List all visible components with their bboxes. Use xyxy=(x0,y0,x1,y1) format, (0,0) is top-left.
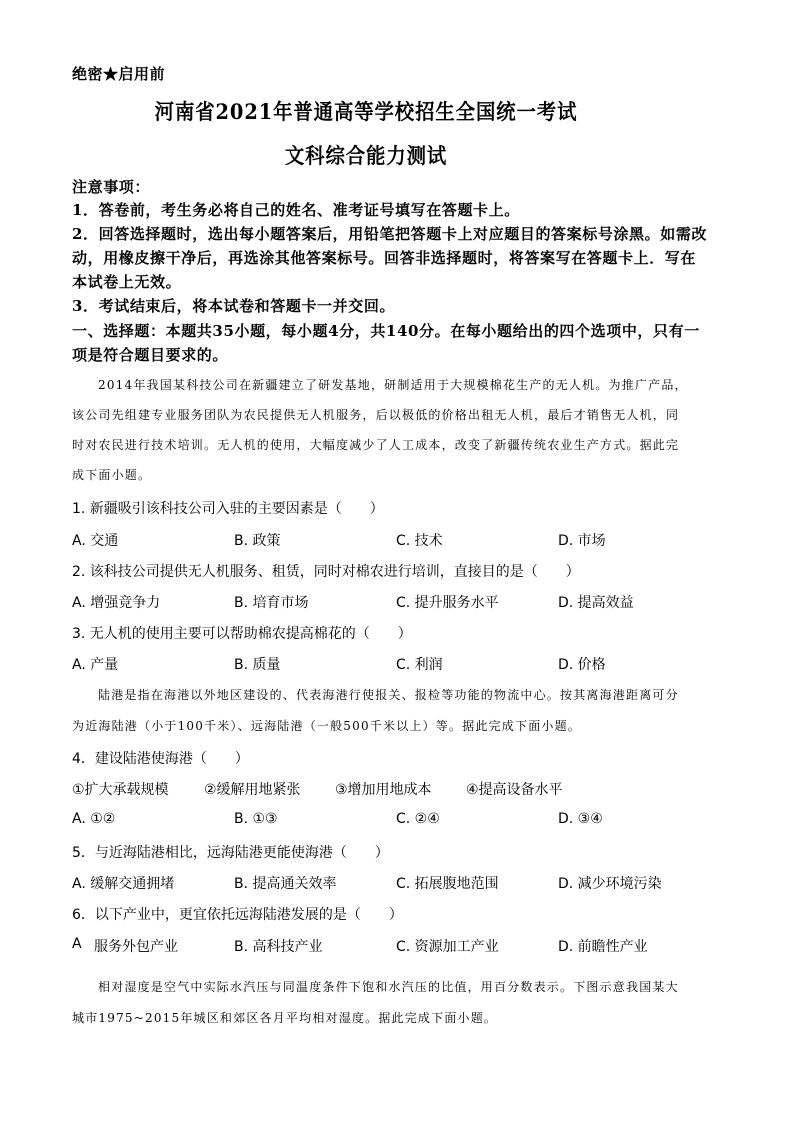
question-1-option-b: B. 政策 xyxy=(234,533,281,549)
passage-2-line-1: 陆港是指在海港以外地区建设的、代表海港行使报关、报检等功能的物流中心。按其离海港距离可分 xyxy=(98,688,679,702)
note-item-3: 3．考试结束后，将本试卷和答题卡一并交回。 xyxy=(72,297,396,315)
secret-label: 绝密★启用前 xyxy=(72,65,166,83)
question-1-option-c: C. 技术 xyxy=(396,533,443,549)
exam-title: 河南省2021年普通高等学校招生全国统一考试 xyxy=(154,99,578,124)
note-item-1: 1．答卷前，考生务必将自己的姓名、准考证号填写在答题卡上。 xyxy=(72,201,520,219)
question-4-option-c: C. ②④ xyxy=(396,811,440,827)
notes-heading: 注意事项： xyxy=(72,178,151,196)
question-3-stem: 3. 无人机的使用主要可以帮助棉农提高棉花的（ ） xyxy=(72,626,412,642)
question-3-option-c: C. 利润 xyxy=(396,657,443,673)
question-6-option-c: C. 资源加工产业 xyxy=(396,939,499,955)
question-6-stem: 6．以下产业中，更宜依托远海陆港发展的是（ ） xyxy=(72,907,403,923)
question-6-option-b: B. 高科技产业 xyxy=(234,939,323,955)
question-6-option-a-letter: A xyxy=(72,936,82,952)
section-heading-line-2: 项是符合题目要求的。 xyxy=(72,346,229,364)
passage-3-line-1: 相对湿度是空气中实际水汽压与同温度条件下饱和水汽压的比值，用百分数表示。下图示意我国某大 xyxy=(98,980,679,994)
question-4-statement-1: ①扩大承载规模 xyxy=(72,782,169,798)
question-2-option-d: D. 提高效益 xyxy=(558,595,634,611)
question-4-option-a: A. ①② xyxy=(72,811,116,827)
passage-2-line-2: 为近海陆港（小于100千米）、远海陆港（一般500千米以上）等。据此完成下面小题。 xyxy=(72,719,582,733)
question-1-option-a: A. 交通 xyxy=(72,533,119,549)
question-4-statement-3: ③增加用地成本 xyxy=(335,782,432,798)
note-item-2-line-1: 2．回答选择题时，选出每小题答案后，用铅笔把答题卡上对应题目的答案标号涂黑。如需改 xyxy=(72,225,708,243)
question-6-option-d: D. 前瞻性产业 xyxy=(558,939,648,955)
question-2-stem: 2. 该科技公司提供无人机服务、租赁，同时对棉农进行培训，直接目的是（ ） xyxy=(72,564,580,580)
passage-1-line-2: 该公司先组建专业服务团队为农民提供无人机服务，后以极低的价格出租无人机，最后才销售无人机，同 xyxy=(72,408,680,422)
question-4-statement-2: ②缓解用地紧张 xyxy=(204,782,301,798)
exam-subtitle: 文科综合能力测试 xyxy=(284,143,448,168)
question-5-option-c: C. 拓展腹地范围 xyxy=(396,876,499,892)
question-3-option-d: D. 价格 xyxy=(558,657,606,673)
question-5-option-d: D. 减少环境污染 xyxy=(558,876,662,892)
note-item-2-line-3: 本试卷上无效。 xyxy=(72,273,182,291)
question-5-stem: 5．与近海陆港相比，远海陆港更能使海港（ ） xyxy=(72,845,389,861)
question-5-option-a: A. 缓解交通拥堵 xyxy=(72,876,175,892)
passage-1-line-4: 成下面小题。 xyxy=(72,468,152,482)
question-6-option-a-text: 服务外包产业 xyxy=(94,939,178,955)
section-heading-line-1: 一、选择题：本题共35小题，每小题4分，共140分。在每小题给出的四个选项中，只有一 xyxy=(72,322,700,340)
question-1-stem: 1. 新疆吸引该科技公司入驻的主要因素是（ ） xyxy=(72,501,384,517)
passage-1-line-3: 时对农民进行技术培训。无人机的使用，大幅度减少了人工成本，改变了新疆传统农业生产方式。据此完 xyxy=(72,438,680,452)
question-4-stem: 4．建设陆港使海港（ ） xyxy=(72,751,249,767)
question-1-option-d: D. 市场 xyxy=(558,533,606,549)
question-4-statement-4: ④提高设备水平 xyxy=(466,782,563,798)
question-4-option-b: B. ①③ xyxy=(234,811,278,827)
question-2-option-a: A. 增强竞争力 xyxy=(72,595,161,611)
passage-1-line-1: 2014年我国某科技公司在新疆建立了研发基地，研制适用于大规模棉花生产的无人机。为推广产品， xyxy=(98,378,688,392)
question-4-option-d: D. ③④ xyxy=(558,811,603,827)
question-5-option-b: B. 提高通关效率 xyxy=(234,876,337,892)
question-2-option-c: C. 提升服务水平 xyxy=(396,595,499,611)
passage-3-line-2: 城市1975~2015年城区和郊区各月平均相对湿度。据此完成下面小题。 xyxy=(72,1011,498,1025)
question-2-option-b: B. 培育市场 xyxy=(234,595,309,611)
question-3-option-b: B. 质量 xyxy=(234,657,281,673)
question-3-option-a: A. 产量 xyxy=(72,657,119,673)
note-item-2-line-2: 动，用橡皮擦干净后，再选涂其他答案标号。回答非选择题时，将答案写在答题卡上．写在 xyxy=(72,249,697,267)
